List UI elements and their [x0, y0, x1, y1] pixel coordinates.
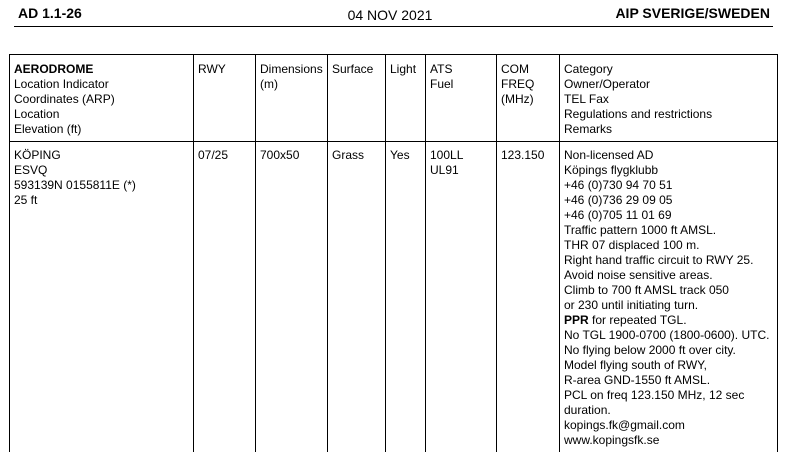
website-address: www.kopingsfk.se — [564, 433, 660, 447]
header-remarks-label: Remarks — [564, 122, 613, 136]
ppr-label: PPR — [564, 313, 589, 327]
fuel-ul91: UL91 — [430, 163, 459, 177]
header-category-label: Category — [564, 62, 613, 76]
remark-line: R-area GND-1550 ft AMSL. — [564, 373, 711, 387]
header-light — [386, 55, 426, 142]
remark-line: Avoid noise sensitive areas. — [564, 268, 713, 282]
header-freq-label: FREQ — [501, 77, 535, 91]
remark-line: No flying below 2000 ft over city. — [564, 343, 736, 357]
ppr-text: for repeated TGL. — [588, 313, 687, 327]
remark-line: PCL on freq 123.150 MHz, 12 sec — [564, 388, 745, 402]
header-location-indicator: Location Indicator — [14, 77, 109, 91]
surface: Grass — [332, 148, 365, 162]
header-tel-label: TEL Fax — [564, 92, 609, 106]
header-ats-label: ATS — [430, 62, 453, 76]
ppr-remark — [564, 313, 773, 328]
cell-frequency — [497, 142, 560, 453]
header-category — [560, 55, 778, 142]
header-regulations-label: Regulations and restrictions — [564, 107, 713, 121]
header-dimensions-label: Dimensions — [260, 62, 323, 76]
header-owner-label: Owner/Operator — [564, 77, 651, 91]
cell-dimensions — [256, 142, 328, 453]
aerodrome-table — [9, 54, 778, 452]
header-surface — [328, 55, 386, 142]
frequency: 123.150 — [501, 148, 545, 162]
cell-fuel — [426, 142, 497, 453]
header-dimensions — [256, 55, 328, 142]
header-elevation: Elevation (ft) — [14, 122, 82, 136]
remark-line: Traffic pattern 1000 ft AMSL. — [564, 223, 717, 237]
cell-remarks — [560, 142, 778, 453]
phone-number: +46 (0)705 11 01 69 — [564, 208, 672, 222]
header-fuel-label: Fuel — [430, 77, 454, 91]
header-aerodrome — [10, 55, 194, 142]
remark-line: Köpings flygklubb — [564, 163, 659, 177]
remark-line: or 230 until initiating turn. — [564, 298, 699, 312]
header-coordinates: Coordinates (ARP) — [14, 92, 115, 106]
table-row — [10, 142, 778, 453]
header-mhz-label: (MHz) — [501, 92, 534, 106]
cell-aerodrome — [10, 142, 194, 453]
header-dimensions-unit: (m) — [260, 77, 278, 91]
header-com-freq — [497, 55, 560, 142]
phone-number: +46 (0)736 29 09 05 — [564, 193, 673, 207]
cell-light — [386, 142, 426, 453]
header-rwy-label: RWY — [198, 62, 226, 76]
light: Yes — [390, 148, 410, 162]
header-divider — [14, 26, 773, 27]
document-reference: AD 1.1-26 — [18, 5, 82, 21]
header-light-label: Light — [390, 62, 417, 76]
dimensions: 700x50 — [260, 148, 300, 162]
fuel-100ll: 100LL — [430, 148, 464, 162]
runway: 07/25 — [198, 148, 229, 162]
phone-number: +46 (0)730 94 70 51 — [564, 178, 673, 192]
header-location: Location — [14, 107, 60, 121]
aerodrome-name: KÖPING — [14, 148, 61, 162]
coordinates: 593139N 0155811E (*) — [14, 178, 136, 192]
remark-line: THR 07 displaced 100 m. — [564, 238, 700, 252]
publication-date: 04 NOV 2021 — [347, 7, 433, 23]
location-indicator: ESVQ — [14, 163, 48, 177]
remark-line: Non-licensed AD — [564, 148, 654, 162]
header-aerodrome-title: AERODROME — [14, 62, 94, 76]
header-surface-label: Surface — [332, 62, 374, 76]
page-header — [0, 0, 787, 26]
header-rwy — [194, 55, 256, 142]
cell-rwy — [194, 142, 256, 453]
remark-line: Climb to 700 ft AMSL track 050 — [564, 283, 729, 297]
elevation: 25 ft — [14, 193, 38, 207]
header-com-label: COM — [501, 62, 529, 76]
remark-line: No TGL 1900-0700 (1800-0600). UTC. — [564, 328, 770, 342]
cell-surface — [328, 142, 386, 453]
remark-line: Model flying south of RWY, — [564, 358, 707, 372]
header-ats-fuel — [426, 55, 497, 142]
table-header-row — [10, 55, 778, 142]
remark-line: Right hand traffic circuit to RWY 25. — [564, 253, 754, 267]
remark-line: duration. — [564, 403, 611, 417]
publication-title: AIP SVERIGE/SWEDEN — [615, 5, 770, 21]
email-address: kopings.fk@gmail.com — [564, 418, 685, 432]
